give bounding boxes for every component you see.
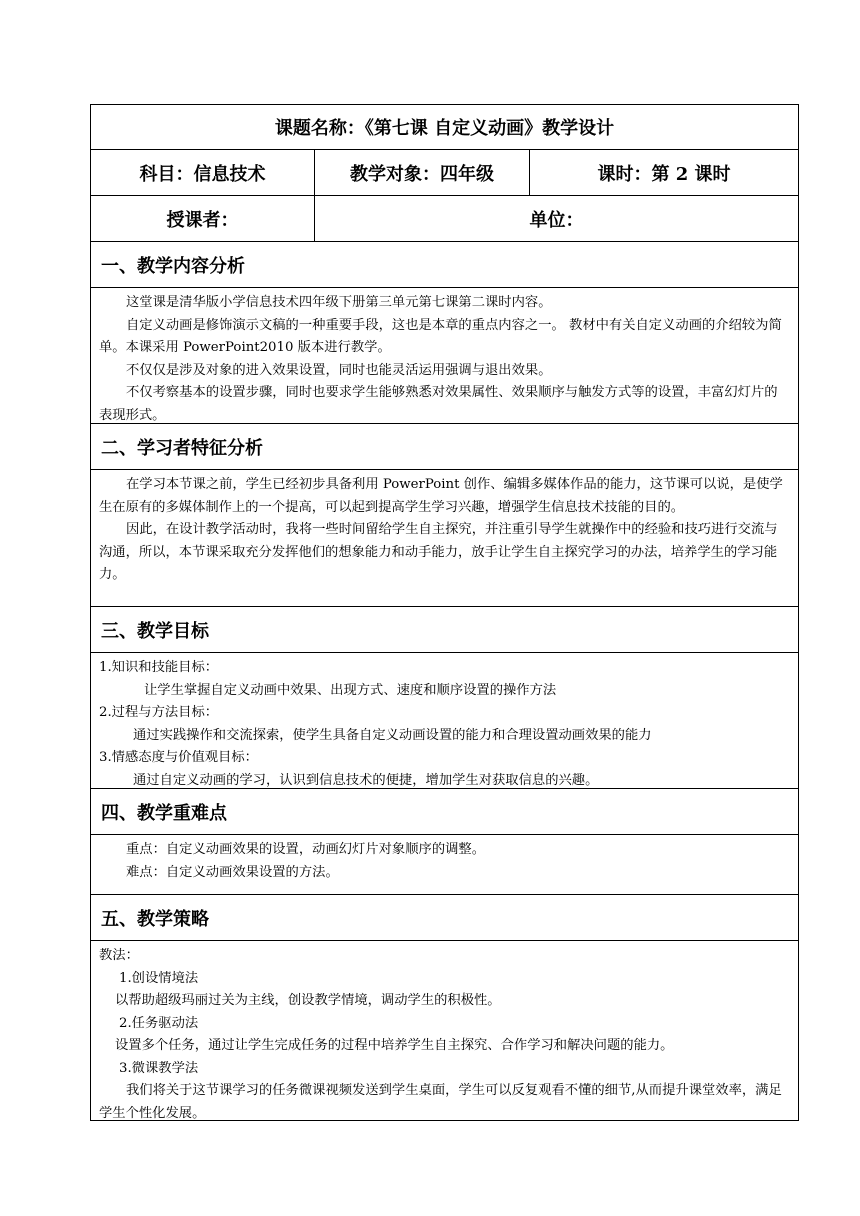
paragraph: 不仅考察基本的设置步骤，同时也要求学生能够熟悉对效果属性、效果顺序与触发方式等的设置，丰富幻灯片的表现形式。 xyxy=(99,385,778,423)
section-heading-key-points: 四、教学重难点 xyxy=(90,789,799,835)
objective-heading: 3.情感态度与价值观目标： xyxy=(99,750,258,765)
objective-heading: 1.知识和技能目标： xyxy=(99,660,219,675)
section-body-objectives xyxy=(90,653,799,789)
method-title: 3.微课教学法 xyxy=(119,1060,199,1076)
objective-text: 通过实践操作和交流探索，使学生具备自定义动画设置的能力和合理设置动画效果的能力 xyxy=(133,727,652,743)
section-heading-content-analysis: 一、教学内容分析 xyxy=(90,242,799,288)
section-body-content-analysis xyxy=(90,288,799,424)
method-title: 1.创设情境法 xyxy=(119,970,199,986)
method-text: 我们将关于这节课学习的任务微课视频发送到学生桌面，学生可以反复观看不懂的细节,从而提升课堂效率，满足学生个性化发展。 xyxy=(99,1083,782,1121)
paragraph: 在学习本节课之前，学生已经初步具备利用 PowerPoint 创作、编辑多媒体作品的能力，这节课可以说，是使学生在原有的多媒体制作上的一个提高，可以起到提高学生学习兴趣，增强学生信息技术技能的目的。 xyxy=(99,477,783,515)
difficult-point: 难点：自定义动画效果设置的方法。 xyxy=(126,864,339,880)
unit-cell: 单位： xyxy=(314,196,798,241)
objective-text: 让学生掌握自定义动画中效果、出现方式、速度和顺序设置的操作方法 xyxy=(144,682,557,698)
method-text: 设置多个任务，通过让学生完成任务的过程中培养学生自主探究、合作学习和解决问题的能力。 xyxy=(115,1038,674,1053)
lesson-title: 课题名称：《第七课 自定义动画》教学设计 xyxy=(90,104,799,150)
audience-cell: 教学对象：四年级 xyxy=(314,150,529,195)
key-point: 重点：自定义动画效果的设置，动画幻灯片对象顺序的调整。 xyxy=(126,842,486,857)
lesson-plan-table xyxy=(90,104,799,1121)
section-heading-objectives: 三、教学目标 xyxy=(90,607,799,653)
section-heading-strategy: 五、教学策略 xyxy=(90,895,799,941)
subject-cell: 科目：信息技术 xyxy=(139,163,266,185)
method-text: 以帮助超级玛丽过关为主线，创设教学情境，调动学生的积极性。 xyxy=(115,993,501,1008)
paragraph: 不仅仅是涉及对象的进入效果设置，同时也能灵活运用强调与退出效果。 xyxy=(126,362,552,378)
method-label: 教法： xyxy=(99,948,139,963)
paragraph: 因此，在设计教学活动时，我将一些时间留给学生自主探究，并注重引导学生就操作中的经验和技巧进行交流与沟通，所以，本节课采取充分发挥他们的想象能力和动手能力，放手让学生自主探究学习的办法，培养学生的学习能力。 xyxy=(99,522,778,582)
method-title: 2.任务驱动法 xyxy=(119,1015,199,1031)
paragraph: 这堂课是清华版小学信息技术四年级下册第三单元第七课第二课时内容。 xyxy=(126,295,552,310)
section-heading-learner-analysis: 二、学习者特征分析 xyxy=(90,424,799,470)
section-body-key-points xyxy=(90,835,799,895)
objective-text: 通过自定义动画的学习，认识到信息技术的便捷，增加学生对获取信息的兴趣。 xyxy=(133,772,599,788)
section-body-learner-analysis xyxy=(90,470,799,607)
teacher-row xyxy=(90,196,799,242)
objective-heading: 2.过程与方法目标： xyxy=(99,705,219,720)
teacher-cell: 授课者： xyxy=(166,209,239,231)
period-cell: 课时：第 2 课时 xyxy=(529,150,798,195)
section-body-strategy xyxy=(90,941,799,1121)
info-row xyxy=(90,150,799,196)
paragraph: 自定义动画是修饰演示文稿的一种重要手段，这也是本章的重点内容之一。 教材中有关自定义动画的介绍较为简单。本课采用 PowerPoint2010 版本进行教学。 xyxy=(99,317,782,355)
